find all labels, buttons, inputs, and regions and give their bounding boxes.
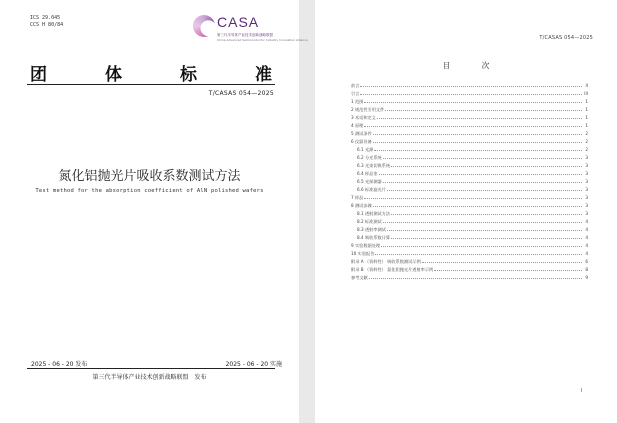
toc-entry-page: III (584, 91, 588, 96)
toc-entry-label: 6.3 光束切换系统 (357, 163, 391, 168)
toc-entry[interactable] (351, 208, 588, 216)
toc-leader-dots (391, 214, 582, 215)
toc-leader-dots (360, 94, 582, 95)
toc-entry-page: 4 (585, 251, 588, 256)
toc-entry-page: 3 (585, 179, 588, 184)
toc-leader-dots (383, 222, 582, 223)
toc-entry-label: 6.1 光源 (357, 147, 374, 152)
toc-entry-page: 3 (585, 171, 588, 176)
toc-entry[interactable] (351, 184, 588, 192)
standard-type-char: 体 (105, 65, 122, 85)
toc-entry[interactable] (351, 232, 588, 240)
toc-entry-label: 4 原理 (351, 123, 364, 128)
toc-leader-dots (373, 206, 582, 207)
toc-entry-label: 5 测试条件 (351, 131, 372, 136)
toc-leader-dots (383, 182, 582, 183)
toc-leader-dots (364, 126, 582, 127)
toc-entry-label: 6.4 样品室 (357, 171, 378, 176)
toc-entry[interactable] (351, 248, 588, 256)
toc-entry-page: 3 (585, 211, 588, 216)
ccs-code: CCS H 80/84 (30, 22, 64, 28)
toc-leader-dots (374, 150, 582, 151)
toc-entry-label: 8.1 透射测试方法 (357, 211, 391, 216)
toc-entry-label: 6 仪器设备 (351, 139, 372, 144)
toc-leader-dots (391, 166, 582, 167)
toc-entry-label: 6.5 光探测器 (357, 179, 382, 184)
toc-entry-page: 8 (585, 267, 588, 272)
toc-entry[interactable] (351, 152, 588, 160)
toc-entry-label: 6.2 分光系统 (357, 155, 382, 160)
toc-page (315, 0, 617, 423)
toc-entry-page: 6 (585, 259, 588, 264)
toc-entry-label: 附录 A （资料性） 吸收系数测试示例 (351, 259, 421, 264)
toc-entry-page: 4 (585, 235, 588, 240)
toc-leader-dots (360, 86, 582, 87)
toc-entry-page: II (585, 83, 588, 88)
title-chinese: 氮化铝抛光片吸收系数测试方法 (58, 169, 241, 184)
toc-entry[interactable] (351, 272, 588, 280)
casa-logo (193, 14, 308, 48)
toc-entry[interactable] (351, 200, 588, 208)
toc-leader-dots (387, 230, 582, 231)
toc-leader-dots (422, 262, 582, 263)
toc-leader-dots (364, 198, 582, 199)
toc-title: 目 次 (442, 61, 502, 70)
toc-entry-page: 1 (585, 99, 588, 104)
toc-leader-dots (373, 134, 582, 135)
toc-leader-dots (387, 190, 582, 191)
toc-entry-page: 2 (585, 139, 588, 144)
toc-entry-label: 1 范围 (351, 99, 364, 104)
toc-entry-page: 3 (585, 195, 588, 200)
toc-entry[interactable] (351, 216, 588, 224)
toc-entry[interactable] (351, 168, 588, 176)
toc-leader-dots (379, 174, 582, 175)
logo-subtitle-en: China Advanced Semiconductor Industry Innovation Alliance (217, 38, 308, 42)
toc-leader-dots (375, 254, 582, 255)
toc-entry[interactable] (351, 192, 588, 200)
toc-entry-label: 6.6 标准滤光片 (357, 187, 386, 192)
toc-leader-dots (385, 110, 582, 111)
toc-entry-label: 3 术语和定义 (351, 115, 376, 120)
toc-leader-dots (369, 278, 582, 279)
logo-subtitle-cn: 第三代半导体产业技术创新战略联盟 (217, 33, 273, 37)
toc-entry-label: 前言 (351, 83, 360, 88)
toc-entry-label: 8.4 吸收系数计算 (357, 235, 391, 240)
toc-entry-page: 4 (585, 219, 588, 224)
toc-entry-page: 4 (585, 227, 588, 232)
toc-entry[interactable] (351, 104, 588, 112)
standard-type-char: 团 (30, 65, 47, 85)
cover-page (0, 0, 308, 423)
toc-entry[interactable] (351, 136, 588, 144)
standard-type-char: 标 (180, 65, 197, 85)
toc-entry-label: 附录 B （资料性） 氮化铝抛光片透射率示例 (351, 267, 434, 272)
toc-leader-dots (364, 102, 582, 103)
publisher-line: 第三代半导体产业技术创新战略联盟 发布 (92, 374, 207, 381)
toc-entry-label: 引言 (351, 91, 360, 96)
publish-date: 2025 - 06 - 20 发布 (31, 361, 88, 368)
logo-name: CASA (217, 14, 260, 30)
toc-entry-page: 3 (585, 187, 588, 192)
bottom-divider (27, 368, 275, 369)
standard-number: T/CASAS 054—2025 (208, 90, 274, 97)
top-divider (27, 84, 275, 85)
toc-entry[interactable] (351, 112, 588, 120)
toc-entry[interactable] (351, 120, 588, 128)
toc-entry[interactable] (351, 88, 588, 96)
toc-leader-dots (381, 246, 582, 247)
ics-code: ICS 29.045 (30, 15, 61, 21)
toc-entry[interactable] (351, 240, 588, 248)
toc-entry[interactable] (351, 224, 588, 232)
toc-entry-page: 2 (585, 131, 588, 136)
toc-entry-label: 7 样品 (351, 195, 364, 200)
toc-entry-page: 1 (585, 123, 588, 128)
toc-entry-page: 3 (585, 163, 588, 168)
toc-entry-page: 1 (585, 115, 588, 120)
classification-codes (30, 15, 63, 29)
toc-entry-label: 2 规范性引用文件 (351, 107, 385, 112)
toc-leader-dots (391, 238, 582, 239)
toc-entry[interactable] (351, 96, 588, 104)
toc-entry-label: 8.2 标准测试 (357, 219, 382, 224)
casa-logo-icon (193, 15, 215, 37)
toc-leader-dots (373, 142, 582, 143)
toc-entry-label: 8.3 透射率测试 (357, 227, 386, 232)
toc-entry-page: 3 (585, 155, 588, 160)
toc-leader-dots (383, 158, 582, 159)
toc-entry[interactable] (351, 160, 588, 168)
toc-entry-page: 9 (585, 275, 588, 280)
standard-type-char: 准 (255, 65, 272, 85)
toc-entry[interactable] (351, 128, 588, 136)
toc-entry-label: 9 实验数据处理 (351, 243, 381, 248)
toc-entry-page: 4 (585, 243, 588, 248)
toc-leader-dots (434, 270, 582, 271)
toc-entry[interactable] (351, 264, 588, 272)
toc-entry-page: 1 (585, 107, 588, 112)
toc-entry[interactable] (351, 80, 588, 88)
toc-list (351, 80, 588, 280)
toc-entry-label: 参考文献 (351, 275, 368, 280)
toc-entry[interactable] (351, 144, 588, 152)
standard-type-heading (30, 60, 272, 85)
toc-leader-dots (377, 118, 582, 119)
header-standard-number: T/CASAS 054—2025 (539, 35, 593, 41)
toc-entry[interactable] (351, 176, 588, 184)
toc-entry-page: 3 (585, 203, 588, 208)
toc-entry[interactable] (351, 256, 588, 264)
implement-date: 2025 - 06 - 20 实施 (225, 361, 282, 368)
toc-entry-label: 8 测试步骤 (351, 203, 372, 208)
page-number: I (580, 388, 582, 394)
toc-entry-page: 2 (585, 147, 588, 152)
title-english: Test method for the absorption coefficient of AlN polished wafers (35, 188, 264, 194)
toc-entry-label: 10 实验报告 (351, 251, 375, 256)
